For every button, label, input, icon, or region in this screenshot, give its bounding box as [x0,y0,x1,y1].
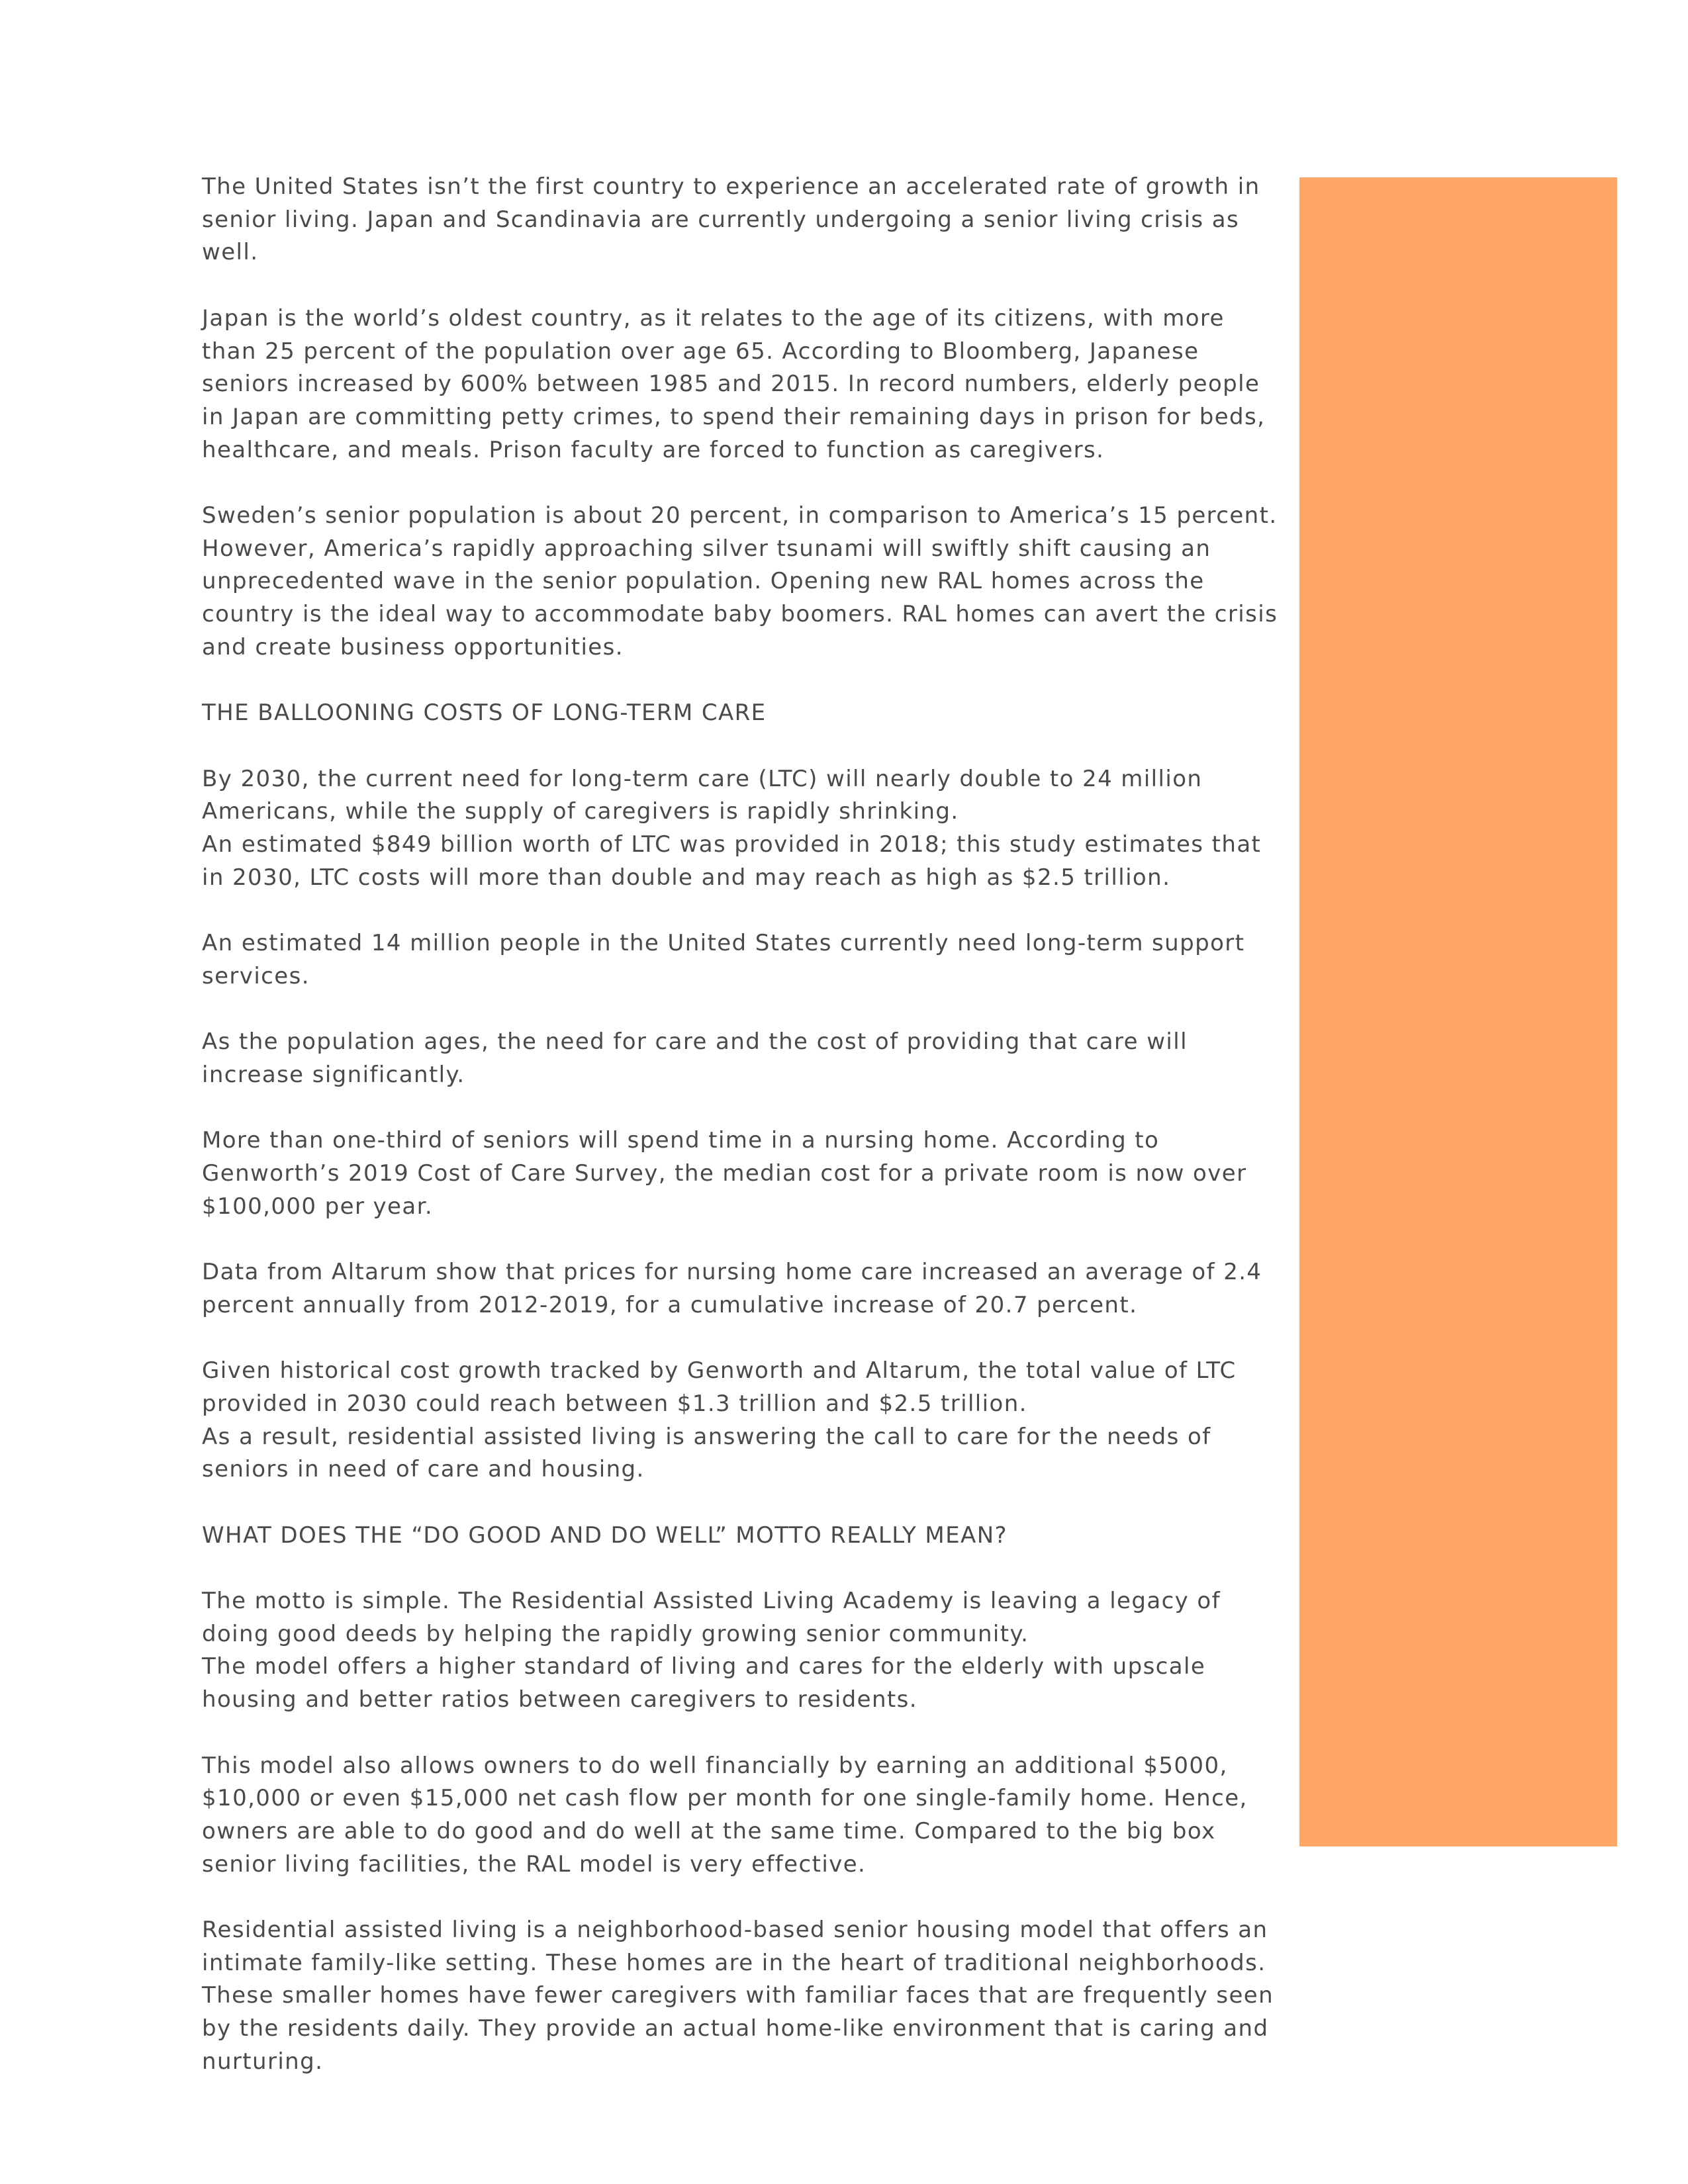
paragraph-line: An estimated $849 billion worth of LTC was provided in 2018; this study estimates that [202,831,1262,858]
paragraph-line: healthcare, and meals. Prison faculty are forced to function as caregivers. [202,436,1105,463]
paragraph [202,500,1278,664]
paragraph-line: By 2030, the current need for long-term care (LTC) will nearly double to 24 million [202,765,1203,792]
paragraph-line: doing good deeds by helping the rapidly growing senior community. [202,1620,1029,1647]
paragraph-line: unprecedented wave in the senior population. Opening new RAL homes across the [202,568,1205,595]
paragraph-line: Genworth’s 2019 Cost of Care Survey, the median cost for a private room is now over [202,1160,1247,1187]
orange-side-panel [1299,177,1617,1846]
paragraph-line: country is the ideal way to accommodate baby boomers. RAL homes can avert the crisis [202,601,1278,628]
paragraph-line: Given historical cost growth tracked by Genworth and Altarum, the total value of LTC [202,1357,1237,1385]
paragraph-line: More than one-third of seniors will spend time in a nursing home. According to [202,1127,1160,1154]
paragraph-line: intimate family-like setting. These homes are in the heart of traditional neighborhoods. [202,1949,1266,1976]
heading-text: THE BALLOONING COSTS OF LONG-TERM CARE [202,700,767,727]
paragraph [202,927,1268,993]
paragraph [202,763,1268,895]
paragraph [202,171,1268,269]
paragraph [202,1026,1268,1091]
paragraph-line: senior living. Japan and Scandinavia are currently undergoing a senior living crisis as [202,206,1240,233]
paragraph-line: seniors in need of care and housing. [202,1456,645,1483]
paragraph [202,1124,1268,1223]
paragraph-line: owners are able to do good and do well at the same time. Compared to the big box [202,1817,1216,1844]
paragraph [202,1914,1274,2079]
paragraph-line: seniors increased by 600% between 1985 and 2015. In record numbers, elderly people [202,371,1260,398]
paragraph-line: in Japan are committing petty crimes, to spend their remaining days in prison for beds, [202,403,1266,430]
paragraph-line: As a result, residential assisted living is answering the call to care for the needs of [202,1423,1211,1450]
paragraph-line: and create business opportunities. [202,633,624,660]
paragraph [202,1585,1268,1717]
paragraph-line: nurturing. [202,2048,324,2075]
paragraph-line: increase significantly. [202,1061,465,1088]
paragraph-line: Data from Altarum show that prices for nursing home care increased an average of 2.4 [202,1259,1262,1286]
paragraph-line: Sweden’s senior population is about 20 percent, in comparison to America’s 15 percent. [202,502,1278,529]
paragraph-line: An estimated 14 million people in the United States currently need long-term support [202,930,1245,957]
article-body [202,171,1278,2111]
paragraph-line: Americans, while the supply of caregivers is rapidly shrinking. [202,798,959,825]
paragraph [202,1256,1268,1322]
section-heading [202,697,1268,730]
paragraph-line: $10,000 or even $15,000 net cash flow per month for one single-family home. Hence, [202,1785,1248,1812]
heading-text: WHAT DOES THE “DO GOOD AND DO WELL” MOTTO REALLY MEAN? [202,1522,1008,1549]
paragraph-line: These smaller homes have fewer caregivers with familiar faces that are frequently seen [202,1982,1274,2009]
paragraph-line: Japan is the world’s oldest country, as it relates to the age of its citizens, with more [202,304,1225,332]
paragraph-line: by the residents daily. They provide an actual home-like environment that is caring and [202,2015,1269,2042]
paragraph [202,1355,1268,1486]
paragraph [202,1750,1268,1882]
paragraph-line: Residential assisted living is a neighborhood-based senior housing model that offers an [202,1917,1268,1944]
paragraph-line: senior living facilities, the RAL model is very effective. [202,1850,867,1878]
paragraph-line: $100,000 per year. [202,1193,434,1220]
paragraph-line: This model also allows owners to do well financially by earning an additional $5000, [202,1752,1228,1779]
paragraph-line: services. [202,962,310,989]
paragraph-line: The motto is simple. The Residential Assisted Living Academy is leaving a legacy of [202,1588,1221,1615]
paragraph-line: As the population ages, the need for care and the cost of providing that care will [202,1028,1188,1056]
paragraph-line: provided in 2030 could reach between $1.3 trillion and $2.5 trillion. [202,1390,1027,1417]
paragraph-line: percent annually from 2012-2019, for a cumulative increase of 20.7 percent. [202,1291,1138,1318]
paragraph-line: in 2030, LTC costs will more than double and may reach as high as $2.5 trillion. [202,864,1171,891]
paragraph-line: However, America’s rapidly approaching silver tsunami will swiftly shift causing an [202,535,1211,562]
section-heading [202,1520,1268,1553]
paragraph [202,302,1268,467]
paragraph-line: The model offers a higher standard of living and cares for the elderly with upscale [202,1653,1206,1680]
paragraph-line: The United States isn’t the first country to experience an accelerated rate of growth in [202,173,1260,200]
paragraph-line: well. [202,239,259,266]
paragraph-line: than 25 percent of the population over age 65. According to Bloomberg, Japanese [202,338,1199,365]
paragraph-line: housing and better ratios between caregivers to residents. [202,1686,917,1713]
